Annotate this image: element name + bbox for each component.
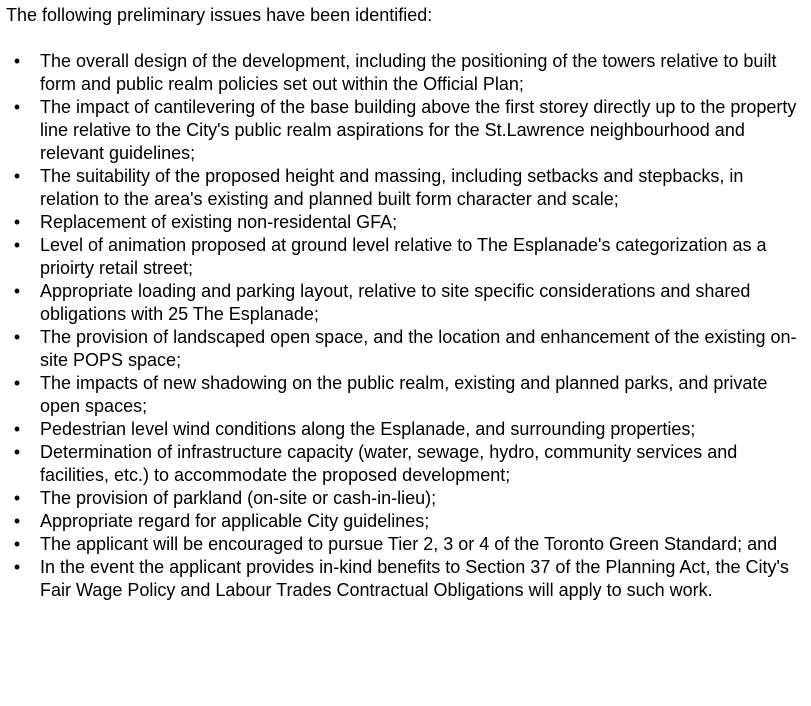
issue-item (6, 510, 805, 533)
bullet-icon: • (13, 511, 21, 531)
bullet-icon: • (13, 534, 21, 554)
bullet-icon: • (13, 212, 21, 232)
issue-text: The provision of landscaped open space, and the location and enhancement of the existing on-site POPS space; (40, 327, 797, 370)
intro-text: The following preliminary issues have been identified: (6, 5, 433, 25)
issues-list (6, 50, 805, 602)
issue-item (6, 280, 805, 326)
issue-item (6, 165, 805, 211)
bullet-icon: • (13, 51, 21, 71)
issue-item (6, 50, 805, 96)
issue-text: The provision of parkland (on-site or cash-in-lieu); (40, 488, 437, 508)
bullet-icon: • (13, 281, 21, 301)
issue-item (6, 533, 805, 556)
bullet-icon: • (13, 557, 21, 577)
bullet-icon: • (13, 419, 21, 439)
issue-text: Replacement of existing non-residental GFA; (40, 212, 398, 232)
issue-item (6, 556, 805, 602)
issue-text: The suitability of the proposed height and massing, including setbacks and stepbacks, in relation to the area's existing and planned built form character and scale; (40, 166, 744, 209)
issue-item (6, 418, 805, 441)
issue-text: Pedestrian level wind conditions along the Esplanade, and surrounding properties; (40, 419, 696, 439)
issue-item (6, 96, 805, 165)
issue-text: Determination of infrastructure capacity (water, sewage, hydro, community services and facilities, etc.) to accommodate the proposed development; (40, 442, 738, 485)
issue-item (6, 487, 805, 510)
issue-text: Level of animation proposed at ground level relative to The Esplanade's categorization as a prioirty retail street; (40, 235, 767, 278)
issue-item (6, 211, 805, 234)
paragraph-spacer (6, 27, 805, 50)
issue-text: The impacts of new shadowing on the public realm, existing and planned parks, and private open spaces; (40, 373, 768, 416)
bullet-icon: • (13, 166, 21, 186)
issue-text: The impact of cantilevering of the base building above the first storey directly up to the property line relative to the City's public realm aspirations for the St.Lawrence neighbourhood and relevant guidelines; (40, 97, 797, 163)
issue-item (6, 441, 805, 487)
issue-text: Appropriate loading and parking layout, relative to site specific considerations and shared obligations with 25 The Esplanade; (40, 281, 751, 324)
issue-item (6, 234, 805, 280)
bullet-icon: • (13, 442, 21, 462)
issue-text: In the event the applicant provides in-kind benefits to Section 37 of the Planning Act, the City's Fair Wage Policy and Labour Trades Contractual Obligations will apply to such work. (40, 557, 789, 600)
issue-text: The overall design of the development, including the positioning of the towers relative to built form and public realm policies set out within the Official Plan; (40, 51, 777, 94)
bullet-icon: • (13, 327, 21, 347)
issue-item (6, 372, 805, 418)
bullet-icon: • (13, 97, 21, 117)
issue-text: Appropriate regard for applicable City guidelines; (40, 511, 430, 531)
bullet-icon: • (13, 488, 21, 508)
issue-text: The applicant will be encouraged to pursue Tier 2, 3 or 4 of the Toronto Green Standard; and (40, 534, 778, 554)
bullet-icon: • (13, 235, 21, 255)
bullet-icon: • (13, 373, 21, 393)
issue-item (6, 326, 805, 372)
